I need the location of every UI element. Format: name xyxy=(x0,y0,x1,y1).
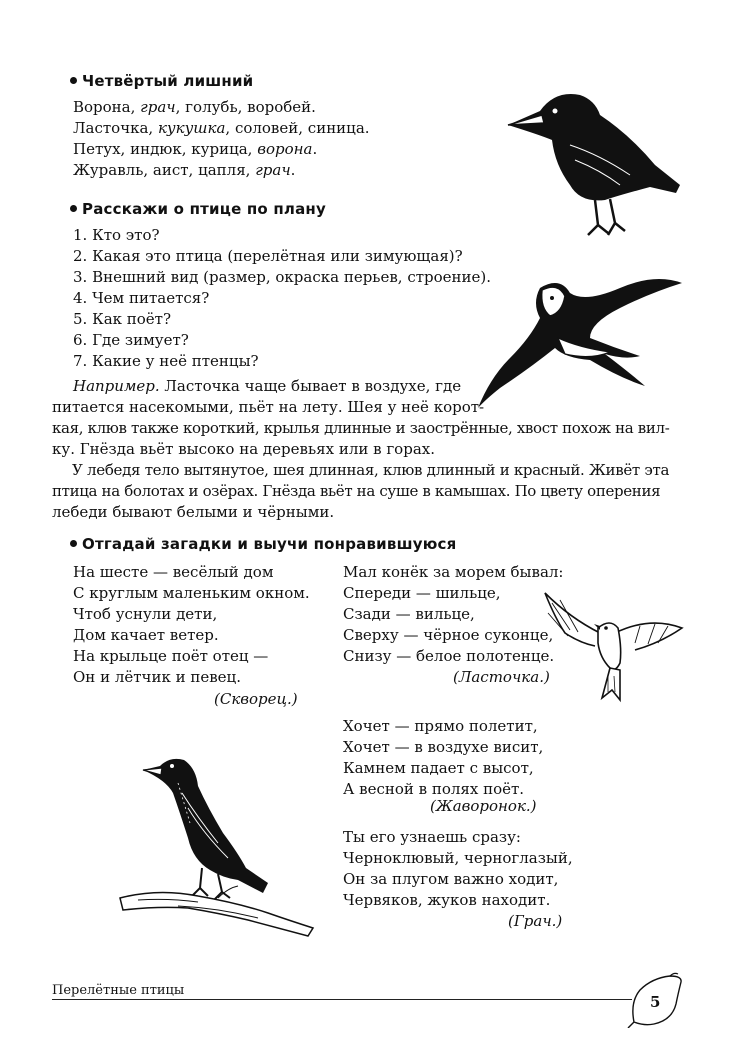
page-number: 5 xyxy=(650,993,661,1011)
text-line: птица на болотах и озёрах. Гнёзда вьёт на суше в камышах. По цвету оперения xyxy=(52,482,661,500)
text-line: лебеди бывают белыми и чёрными. xyxy=(52,503,335,521)
section-title-odd-one-out: Четвёртый лишний xyxy=(70,72,253,90)
riddle-lark xyxy=(343,716,543,800)
footer-divider xyxy=(52,999,632,1000)
section-title-bird-plan: Расскажи о птице по плану xyxy=(70,200,326,218)
plan-list xyxy=(73,225,491,372)
section-title-riddles: Отгадай загадки и выучи понравившуюся xyxy=(70,535,456,553)
riddle-rook xyxy=(343,827,573,911)
odd-one-out-row: Ласточка, кукушка, соловей, синица. xyxy=(73,119,370,137)
riddle-line: Сзади — вильце, xyxy=(343,605,475,623)
riddle-line: Снизу — белое полотенце. xyxy=(343,647,555,665)
odd-one-out-list xyxy=(73,97,370,181)
riddle-line: Мал конёк за морем бывал: xyxy=(343,563,564,581)
riddle-line: Сверху — чёрное суконце, xyxy=(343,626,554,644)
riddle-line: Чтоб уснули дети, xyxy=(73,605,218,623)
list-item: 6. Где зимует? xyxy=(73,331,189,349)
list-item: 4. Чем питается? xyxy=(73,289,210,307)
riddle-line: Червяков, жуков находит. xyxy=(343,891,551,909)
odd-one-out-row: Журавль, аист, цапля, грач. xyxy=(73,161,296,179)
riddle-answer: (Ласточка.) xyxy=(453,668,550,686)
small-bird-illustration xyxy=(540,588,685,708)
riddle-line: Хочет — прямо полетит, xyxy=(343,717,538,735)
riddle-line: С круглым маленьким окном. xyxy=(73,584,310,602)
riddle-line: Спереди — шильце, xyxy=(343,584,501,602)
riddle-line: А весной в полях поёт. xyxy=(343,780,525,798)
list-item: 3. Внешний вид (размер, окраска перьев, строение). xyxy=(73,268,492,286)
bullet-icon xyxy=(70,540,77,547)
list-item: 1. Кто это? xyxy=(73,226,160,244)
riddle-answer: (Грач.) xyxy=(508,912,563,930)
riddle-line: На крыльце поёт отец — xyxy=(73,647,269,665)
riddle-starling xyxy=(73,562,310,688)
odd-one-out-row: Ворона, грач, голубь, воробей. xyxy=(73,98,316,116)
riddle-line: Ты его узнаешь сразу: xyxy=(343,828,521,846)
riddle-line: Хочет — в воздухе висит, xyxy=(343,738,544,756)
bullet-icon xyxy=(70,205,77,212)
text-line: питается насекомыми, пьёт на лету. Шея у неё корот- xyxy=(52,398,485,416)
crow-illustration xyxy=(500,85,685,245)
odd-one-out-row: Петух, индюк, курица, ворона. xyxy=(73,140,318,158)
riddle-line: Черноклювый, черноглазый, xyxy=(343,849,573,867)
swan-paragraph xyxy=(52,460,692,523)
riddle-answer: (Жаворонок.) xyxy=(430,797,537,815)
list-item: 2. Какая это птица (перелётная или зимующая)? xyxy=(73,247,463,265)
example-paragraph-continued xyxy=(52,397,685,460)
starling-illustration xyxy=(118,748,318,943)
bullet-icon xyxy=(70,77,77,84)
text-line: Например. Ласточка чаще бывает в воздухе, где xyxy=(73,377,462,395)
riddle-answer: (Скворец.) xyxy=(214,690,298,708)
riddle-swallow xyxy=(343,562,563,667)
riddle-line: Он и лётчик и певец. xyxy=(73,668,241,686)
riddle-line: На шесте — весёлый дом xyxy=(73,563,274,581)
riddle-line: Он за плугом важно ходит, xyxy=(343,870,559,888)
example-paragraph xyxy=(73,376,685,397)
riddle-line: Камнем падает с высот, xyxy=(343,759,534,777)
riddle-line: Дом качает ветер. xyxy=(73,626,219,644)
list-item: 5. Как поёт? xyxy=(73,310,172,328)
text-line: кая, клюв также короткий, крылья длинные и заострённые, хвост похож на вил- xyxy=(52,419,670,437)
footer-title: Перелётные птицы xyxy=(52,983,185,998)
list-item: 7. Какие у неё птенцы? xyxy=(73,352,259,370)
text-line: У лебедя тело вытянутое, шея длинная, клюв длинный и красный. Живёт эта xyxy=(72,461,670,479)
text-line: ку. Гнёзда вьёт высоко на деревьях или в горах. xyxy=(52,440,435,458)
